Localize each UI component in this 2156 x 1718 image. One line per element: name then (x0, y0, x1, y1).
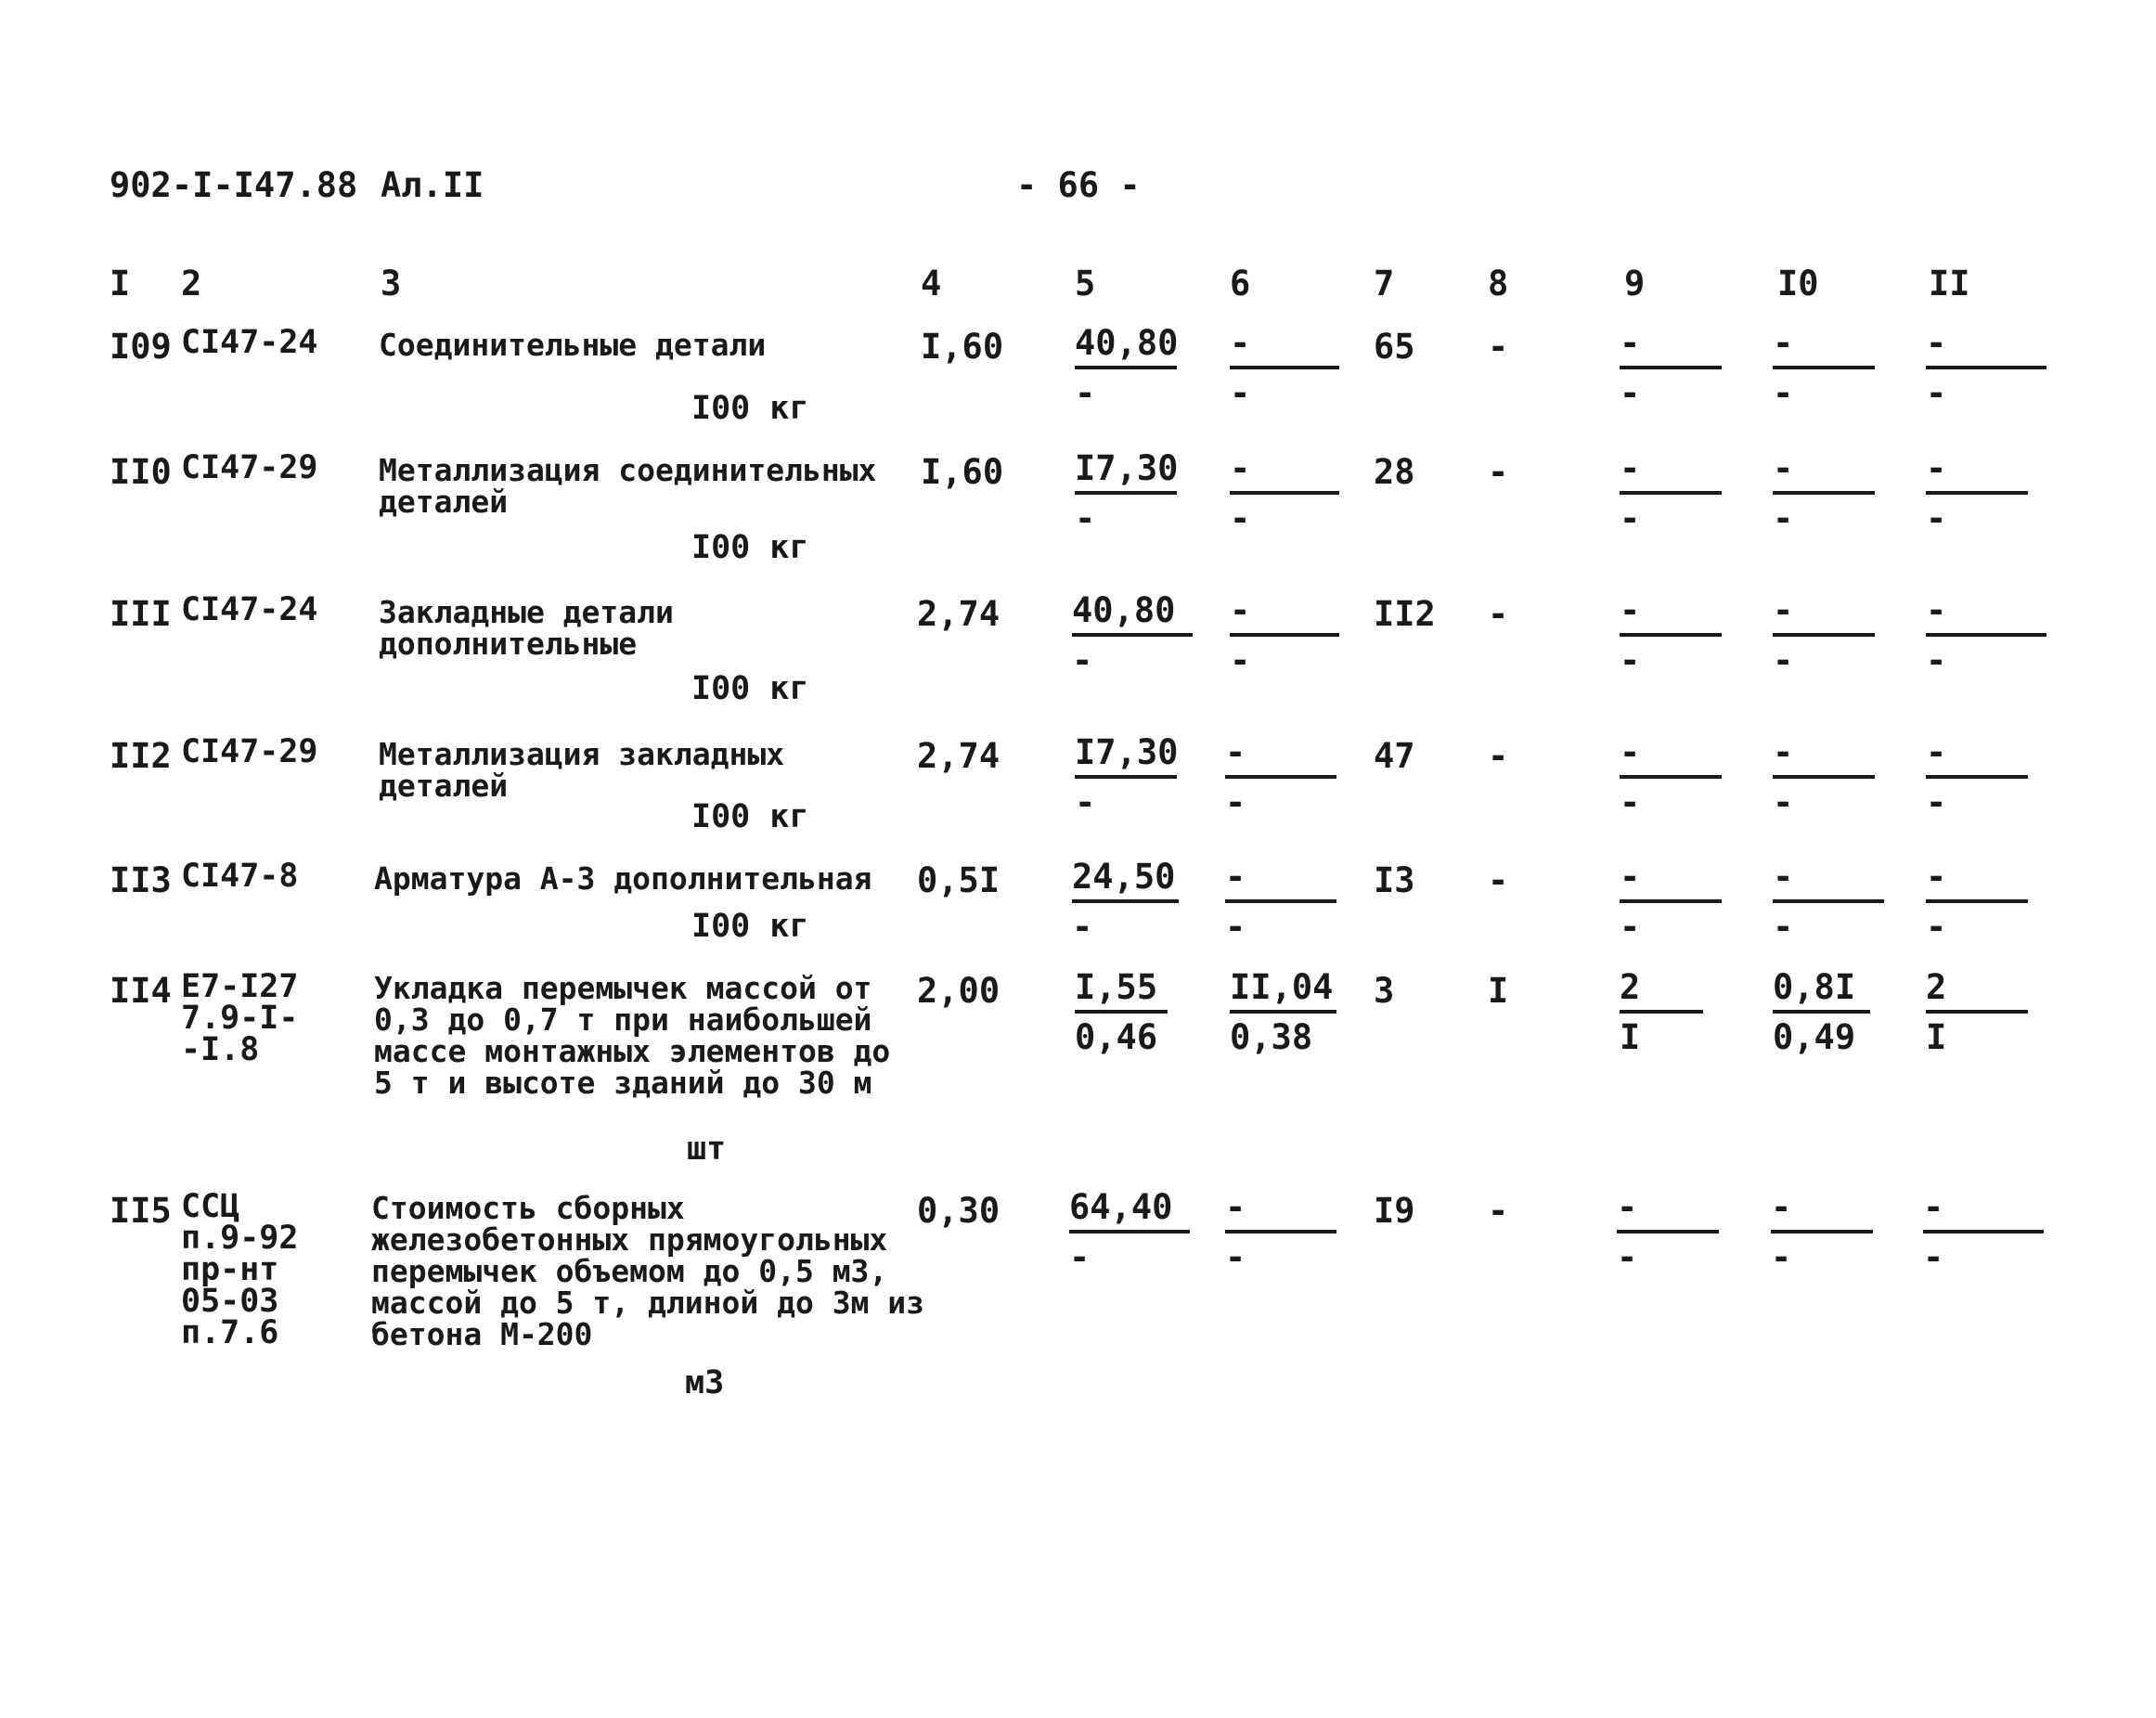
row-col5 (1075, 450, 1177, 537)
col10-bottom: - (1771, 1237, 1792, 1277)
row-quantity: 2,00 (917, 971, 1001, 1011)
row-code: CI47-8 (181, 858, 299, 895)
col5-top: 40,80 (1075, 325, 1177, 369)
row-col9 (1620, 325, 1722, 412)
col10-bottom: - (1773, 782, 1794, 822)
col11-top: - (1926, 592, 2046, 637)
col6-bottom: - (1230, 373, 1251, 413)
row-number: II2 (110, 736, 172, 776)
row-col5 (1072, 859, 1179, 946)
row-unit: м3 (685, 1364, 725, 1402)
col10-bottom: - (1773, 498, 1794, 538)
album-number: Ал.II (381, 165, 484, 205)
col11-top: - (1923, 1189, 2044, 1234)
row-quantity: 0,30 (917, 1191, 1001, 1231)
row-col7: 28 (1374, 452, 1415, 492)
col10-top: - (1773, 450, 1875, 495)
col5-bottom: - (1072, 640, 1093, 680)
row-col7: 65 (1374, 327, 1415, 367)
row-number: III (110, 594, 172, 634)
col6-bottom: - (1225, 1237, 1246, 1277)
col5-bottom: - (1075, 373, 1096, 413)
col5-bottom: - (1075, 782, 1096, 822)
row-col11 (1926, 592, 2046, 679)
row-col11 (1926, 450, 2028, 537)
row-description: Стоимость сборных железобетонных прямоугольных перемычек объемом до 0,5 м3, массой до 5 т, длиной до 3м из бетона М-200 (371, 1190, 925, 1352)
row-col7: I3 (1374, 860, 1415, 900)
col9-top: - (1620, 592, 1722, 637)
col6-top: - (1225, 1189, 1336, 1234)
row-description: Соединительные детали (379, 327, 767, 363)
col9-bottom: I (1620, 1017, 1641, 1057)
row-unit: I00 кг (691, 798, 809, 835)
row-col8: - (1488, 452, 1509, 492)
row-col6 (1230, 450, 1339, 537)
col11-bottom: - (1926, 907, 1947, 947)
row-code: CI47-29 (181, 733, 318, 770)
row-col7: II2 (1374, 594, 1436, 634)
col11-top: - (1926, 734, 2028, 779)
row-col11 (1926, 969, 2028, 1056)
document-code: 902-I-I47.88 (110, 165, 358, 205)
col10-top: - (1773, 592, 1875, 637)
col6-top: - (1225, 734, 1336, 779)
row-col10 (1773, 592, 1875, 679)
col10-bottom: 0,49 (1773, 1017, 1856, 1057)
col11-top: - (1926, 859, 2028, 903)
col11-top: - (1926, 450, 2028, 495)
column-header-8: 8 (1488, 264, 1509, 304)
col5-top: 64,40 (1069, 1189, 1190, 1234)
row-col11 (1926, 325, 2046, 412)
col6-bottom: - (1230, 640, 1251, 680)
row-col8: - (1488, 860, 1509, 900)
col10-bottom: - (1773, 640, 1794, 680)
row-col10 (1773, 325, 1875, 412)
col9-bottom: - (1617, 1237, 1638, 1277)
row-col10 (1773, 859, 1884, 946)
col5-top: I7,30 (1075, 450, 1177, 495)
row-unit: I00 кг (691, 908, 809, 945)
row-col9 (1620, 734, 1722, 821)
col9-bottom: - (1620, 782, 1641, 822)
col10-top: 0,8I (1773, 969, 1870, 1014)
column-header-6: 6 (1230, 264, 1251, 304)
col6-bottom: - (1225, 782, 1246, 822)
row-code: CI47-24 (181, 591, 318, 628)
row-quantity: I,60 (921, 452, 1004, 492)
row-code: ССЦ п.9-92 пр-нт 05-03 п.7.6 (181, 1188, 299, 1351)
col10-top: - (1773, 325, 1875, 369)
col6-top: - (1225, 859, 1336, 903)
column-header-9: 9 (1624, 264, 1646, 304)
row-col6 (1230, 969, 1336, 1056)
col10-top: - (1773, 859, 1884, 903)
row-col11 (1926, 734, 2028, 821)
row-number: II4 (110, 971, 172, 1011)
column-header-4: 4 (921, 264, 942, 304)
row-col6 (1225, 859, 1336, 946)
col6-bottom: - (1230, 498, 1251, 538)
row-quantity: 2,74 (917, 594, 1001, 634)
col5-bottom: - (1069, 1237, 1091, 1277)
col11-bottom: - (1923, 1237, 1944, 1277)
col9-top: - (1620, 325, 1722, 369)
col10-bottom: - (1773, 907, 1794, 947)
col9-top: - (1620, 734, 1722, 779)
row-col7: 3 (1374, 971, 1395, 1011)
row-number: I09 (110, 327, 172, 367)
col6-top: - (1230, 592, 1339, 637)
col11-bottom: I (1926, 1017, 1947, 1057)
col9-bottom: - (1620, 907, 1641, 947)
row-unit: I00 кг (691, 529, 809, 566)
col11-bottom: - (1926, 373, 1947, 413)
row-col8: I (1488, 971, 1509, 1011)
row-col8: - (1488, 1191, 1509, 1231)
column-header-5: 5 (1075, 264, 1096, 304)
row-col9 (1617, 1189, 1719, 1276)
row-col5 (1069, 1189, 1190, 1276)
col5-bottom: - (1072, 907, 1093, 947)
col11-bottom: - (1926, 782, 1947, 822)
row-col10 (1773, 969, 1870, 1056)
row-col9 (1620, 450, 1722, 537)
column-header-1: I (110, 264, 131, 304)
row-quantity: I,60 (921, 327, 1004, 367)
column-header-7: 7 (1374, 264, 1395, 304)
row-quantity: 0,5I (917, 860, 1001, 900)
col11-top: - (1926, 325, 2046, 369)
row-number: II3 (110, 860, 172, 900)
row-unit: I00 кг (691, 390, 809, 427)
row-code: E7-I27 7.9-I- -I.8 (181, 968, 299, 1068)
col6-top: II,04 (1230, 969, 1336, 1014)
col6-top: - (1230, 325, 1339, 369)
column-header-10: I0 (1777, 264, 1819, 304)
row-col7: I9 (1374, 1191, 1415, 1231)
page-number: - 66 - (1016, 165, 1141, 205)
row-description: Арматура А-3 дополнительная (374, 860, 872, 897)
col11-bottom: - (1926, 640, 1947, 680)
col5-top: I,55 (1075, 969, 1168, 1014)
col9-top: - (1617, 1189, 1719, 1234)
col6-bottom: 0,38 (1230, 1017, 1313, 1057)
row-code: CI47-24 (181, 324, 318, 361)
row-col9 (1620, 859, 1722, 946)
row-unit: I00 кг (691, 670, 809, 707)
col9-top: - (1620, 859, 1722, 903)
col5-top: 40,80 (1072, 592, 1193, 637)
row-col9 (1620, 592, 1722, 679)
col5-bottom: 0,46 (1075, 1017, 1158, 1057)
row-number: II0 (110, 452, 172, 492)
col9-bottom: - (1620, 498, 1641, 538)
col9-bottom: - (1620, 640, 1641, 680)
col10-top: - (1773, 734, 1875, 779)
row-number: II5 (110, 1191, 172, 1231)
row-col10 (1773, 734, 1875, 821)
row-col10 (1773, 450, 1875, 537)
col5-top: I7,30 (1075, 734, 1177, 779)
row-col5 (1075, 969, 1168, 1056)
row-col6 (1230, 592, 1339, 679)
row-col8: - (1488, 594, 1509, 634)
col9-top: 2 (1620, 969, 1703, 1014)
row-col10 (1771, 1189, 1873, 1276)
col6-top: - (1230, 450, 1339, 495)
row-col9 (1620, 969, 1703, 1056)
column-header-11: II (1929, 264, 1970, 304)
row-description: Металлизация закладных деталей (379, 736, 785, 804)
column-header-3: 3 (381, 264, 402, 304)
row-description: Укладка перемычек массой от 0,3 до 0,7 т при наибольшей массе монтажных элементов до 5 т и высоте зданий до 30 м (374, 970, 891, 1101)
col5-top: 24,50 (1072, 859, 1179, 903)
row-col11 (1923, 1189, 2044, 1276)
col9-bottom: - (1620, 373, 1641, 413)
row-col8: - (1488, 736, 1509, 776)
row-code: CI47-29 (181, 449, 318, 486)
row-col6 (1225, 1189, 1336, 1276)
row-col7: 47 (1374, 736, 1415, 776)
row-col5 (1075, 325, 1177, 412)
row-col5 (1072, 592, 1193, 679)
col10-top: - (1771, 1189, 1873, 1234)
row-unit: шт (687, 1130, 727, 1168)
row-col6 (1225, 734, 1336, 821)
row-col11 (1926, 859, 2028, 946)
row-col5 (1075, 734, 1177, 821)
col6-bottom: - (1225, 907, 1246, 947)
col9-top: - (1620, 450, 1722, 495)
row-col6 (1230, 325, 1339, 412)
col11-bottom: - (1926, 498, 1947, 538)
column-header-2: 2 (181, 264, 202, 304)
col10-bottom: - (1773, 373, 1794, 413)
row-description: Закладные детали дополнительные (379, 594, 674, 662)
col5-bottom: - (1075, 498, 1096, 538)
row-quantity: 2,74 (917, 736, 1001, 776)
row-col8: - (1488, 327, 1509, 367)
row-description: Металлизация соединительных деталей (379, 452, 877, 520)
col11-top: 2 (1926, 969, 2028, 1014)
